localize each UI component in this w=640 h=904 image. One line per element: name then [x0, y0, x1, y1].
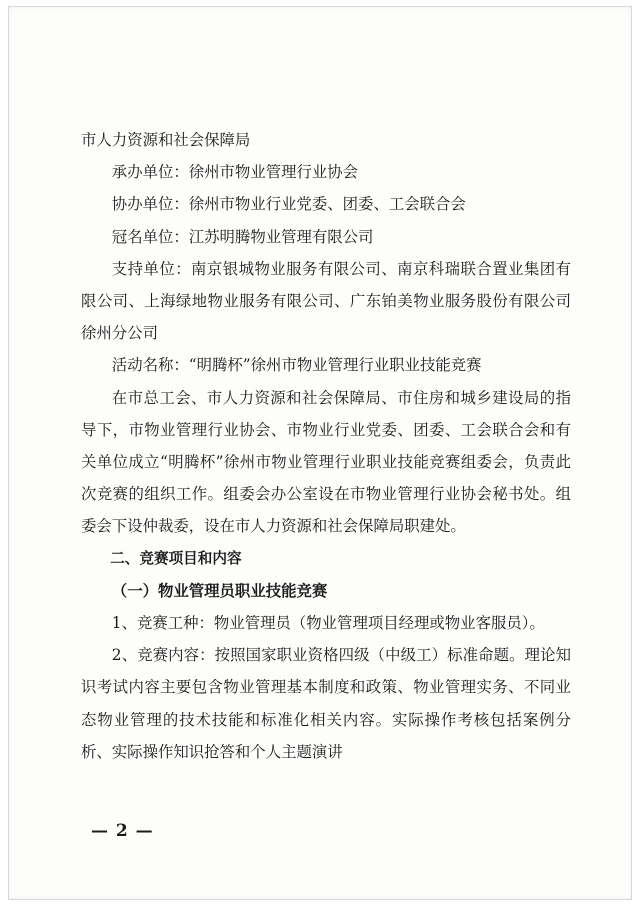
paragraph-job-type: 1、竞赛工种：物业管理员（物业管理项目经理或物业客服员）。 [111, 614, 545, 633]
paragraph-event-name: 活动名称：“明腾杯”徐州市物业管理行业职业技能竞赛 [111, 356, 482, 375]
section-heading: 二、竞赛项目和内容 [110, 549, 242, 567]
paragraph-committee: 在市总工会、市人力资源和社会保障局、市住房和城乡建设局的指导下，市物业管理行业协会、市物业行业党委、团委、工会联合会和有关单位成立“明腾杯”徐州市物业管理行业职业技能竞赛组委会，负责此次竞赛的组织工作。组委会办公室设在市物业管理行业协会秘书处。组委会下设仲裁委，设在市人力资源和社会保障局职建处。 [81, 388, 571, 536]
paragraph-competition-content: 2、竞赛内容：按照国家职业资格四级（中级工）标准命题。理论知识考试内容主要包含物业管理基本制度和政策、物业管理实务、不同业态物业管理的技术技能和标准化相关内容。实际操作考核包括案例分析、实际操作知识抢答和个人主题演讲 [81, 646, 571, 761]
paragraph-organizer: 承办单位：徐州市物业管理行业协会 [111, 163, 359, 182]
document-page [8, 6, 632, 900]
subsection-heading: （一）物业管理员职业技能竞赛 [111, 581, 328, 600]
paragraph-co-organizer: 协办单位：徐州市物业行业党委、团委、工会联合会 [111, 195, 466, 214]
page-number: — 2 — [91, 821, 154, 841]
paragraph-title-sponsor: 冠名单位：江苏明腾物业管理有限公司 [111, 227, 374, 246]
document-body [81, 124, 571, 768]
paragraph-supporters: 支持单位：南京银城物业服务有限公司、南京科瑞联合置业集团有限公司、上海绿地物业服务有限公司、广东铂美物业服务股份有限公司徐州分公司 [81, 259, 571, 343]
paragraph-continuation: 市人力资源和社会保障局 [81, 131, 251, 149]
